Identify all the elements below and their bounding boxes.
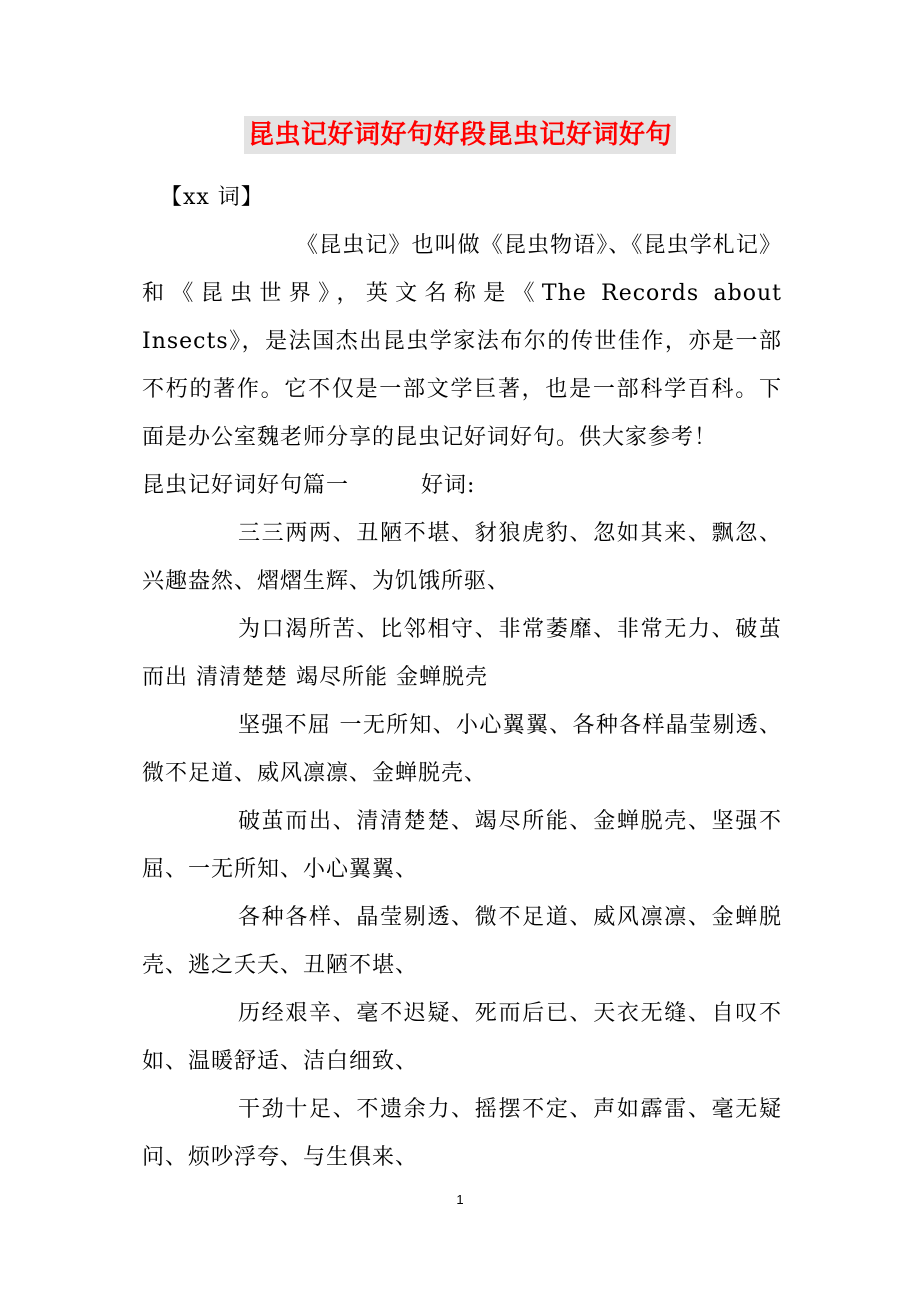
- subheading-line: [142, 462, 782, 510]
- word-group-6: 历经艰辛、毫不迟疑、死而后已、天衣无缝、自叹不如、温暖舒适、洁白细致、: [142, 1001, 782, 1074]
- word-group-4: 破茧而出、清清楚楚、竭尽所能、金蝉脱壳、坚强不屈、一无所知、小心翼翼、: [142, 809, 782, 882]
- word-group-7: 干劲十足、不遗余力、摇摆不定、声如霹雷、毫无疑问、烦吵浮夸、与生俱来、: [142, 1097, 782, 1170]
- word-group-1: 三三两两、丑陋不堪、豺狼虎豹、忽如其来、飘忽、兴趣盎然、熠熠生辉、为饥饿所驱、: [142, 521, 782, 594]
- word-group-5: 各种各样、晶莹剔透、微不足道、威风凛凛、金蝉脱壳、逃之夭夭、丑陋不堪、: [142, 905, 782, 978]
- subheading-label: 好词:: [421, 473, 476, 498]
- intro-paragraph: 《昆虫记》也叫做《昆虫物语》、《昆虫学札记》和《昆虫世界》，英文名称是《The Records about Insects》，是法国杰出昆虫学家法布尔的传世佳作，亦是一部不朽的著作。它不仅是一部文学巨著，也是一部科学百科。下面是办公室魏老师分享的昆虫记好词好句。供大家参考！: [142, 233, 782, 450]
- document-body: [142, 174, 782, 1182]
- subheading: 昆虫记好词好句篇一: [142, 473, 350, 498]
- document-title: 昆虫记好词好句好段昆虫记好词好句: [244, 116, 676, 154]
- word-group-2: 为口渴所苦、比邻相守、非常萎靡、非常无力、破茧而出 清清楚楚 竭尽所能 金蝉脱壳: [142, 617, 782, 690]
- page-number: 1: [456, 1192, 464, 1207]
- title-container: [0, 116, 920, 154]
- section-heading: 【xx 词】: [160, 185, 264, 210]
- word-group-3: 坚强不屈 一无所知、小心翼翼、各种各样晶莹剔透、微不足道、威风凛凛、金蝉脱壳、: [142, 713, 782, 786]
